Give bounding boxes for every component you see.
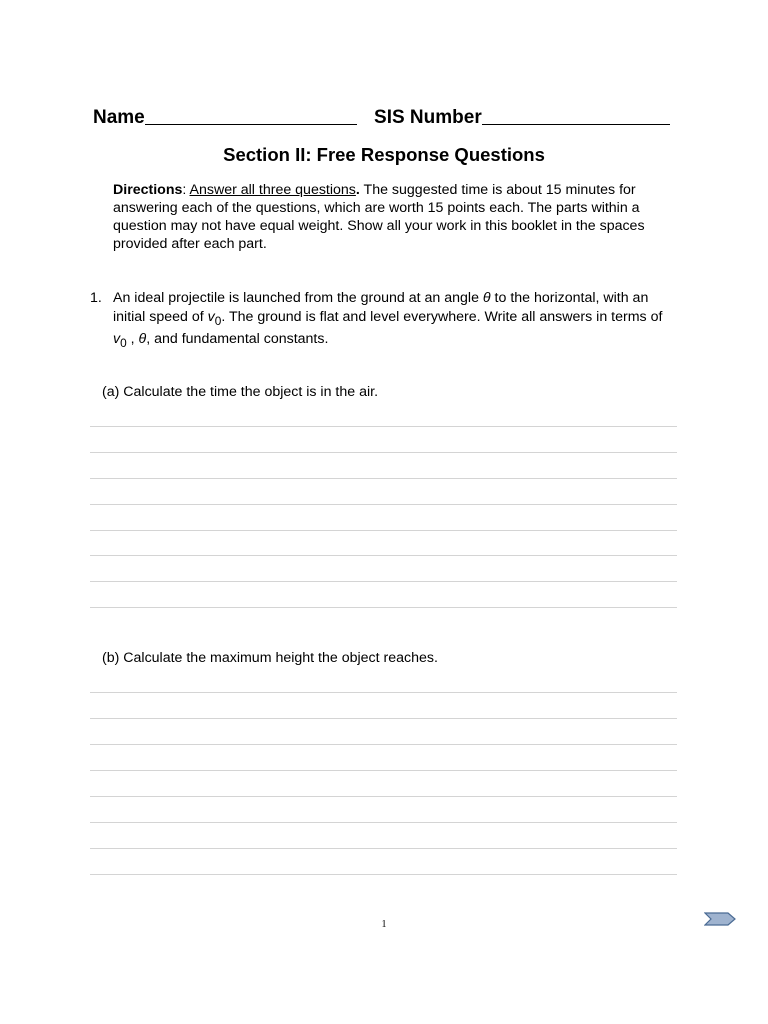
- question-text-part: ,: [126, 330, 139, 347]
- theta-symbol: θ: [482, 290, 491, 306]
- question-text-part: , and fundamental constants.: [146, 330, 329, 347]
- answer-line-b-7[interactable]: [90, 848, 677, 849]
- question-1: [90, 289, 680, 352]
- answer-line-b-5[interactable]: [90, 796, 677, 797]
- v-subscript: 0: [120, 335, 127, 350]
- name-blank-line: [145, 106, 357, 125]
- answer-line-b-6[interactable]: [90, 822, 677, 823]
- answer-line-a-1[interactable]: [90, 426, 677, 427]
- directions-text: The suggested time is about 15 minutes for answering each of the questions, which are worth 15 points each. The parts within a question may not have equal weight. Show all your work in this booklet in the spaces provided after each part.: [113, 182, 645, 252]
- part-a-prompt: (a) Calculate the time the object is in the air.: [102, 384, 379, 400]
- v-symbol: v: [113, 330, 121, 347]
- answer-line-b-8[interactable]: [90, 874, 677, 875]
- answer-line-a-4[interactable]: [90, 504, 677, 505]
- sis-number-blank-line: [482, 106, 670, 125]
- question-text-part: to the horizontal, with an initial speed of: [113, 290, 649, 325]
- name-label: Name: [93, 107, 145, 128]
- question-text-part: An ideal projectile is launched from the ground at an angle: [113, 290, 483, 306]
- answer-line-a-8[interactable]: [90, 607, 677, 608]
- part-b-prompt: (b) Calculate the maximum height the object reaches.: [102, 650, 438, 666]
- answer-line-a-5[interactable]: [90, 530, 677, 531]
- directions-paragraph: [113, 181, 685, 253]
- answer-line-a-3[interactable]: [90, 478, 677, 479]
- theta-symbol: θ: [138, 330, 147, 347]
- answer-line-b-1[interactable]: [90, 692, 677, 693]
- answer-line-a-7[interactable]: [90, 581, 677, 582]
- directions-colon: :: [182, 182, 190, 198]
- answer-line-b-4[interactable]: [90, 770, 677, 771]
- student-info-header: [93, 106, 693, 129]
- answer-line-a-2[interactable]: [90, 452, 677, 453]
- section-title: Section II: Free Response Questions: [223, 144, 545, 165]
- answer-line-a-6[interactable]: [90, 555, 677, 556]
- v-subscript: 0: [214, 313, 222, 328]
- answer-line-b-3[interactable]: [90, 744, 677, 745]
- next-page-arrow-icon[interactable]: [704, 911, 736, 927]
- question-text-part: . The ground is flat and level everywhere. Write all answers in terms of: [221, 308, 663, 325]
- directions-period: .: [355, 182, 360, 198]
- sis-number-label: SIS Number: [374, 107, 482, 128]
- question-text: [113, 289, 680, 352]
- page-number: 1: [381, 919, 387, 930]
- question-number: 1.: [90, 290, 102, 306]
- answer-line-b-2[interactable]: [90, 718, 677, 719]
- v-symbol: v: [207, 308, 215, 325]
- directions-label: Directions: [113, 182, 183, 198]
- directions-underlined: Answer all three questions: [189, 182, 356, 198]
